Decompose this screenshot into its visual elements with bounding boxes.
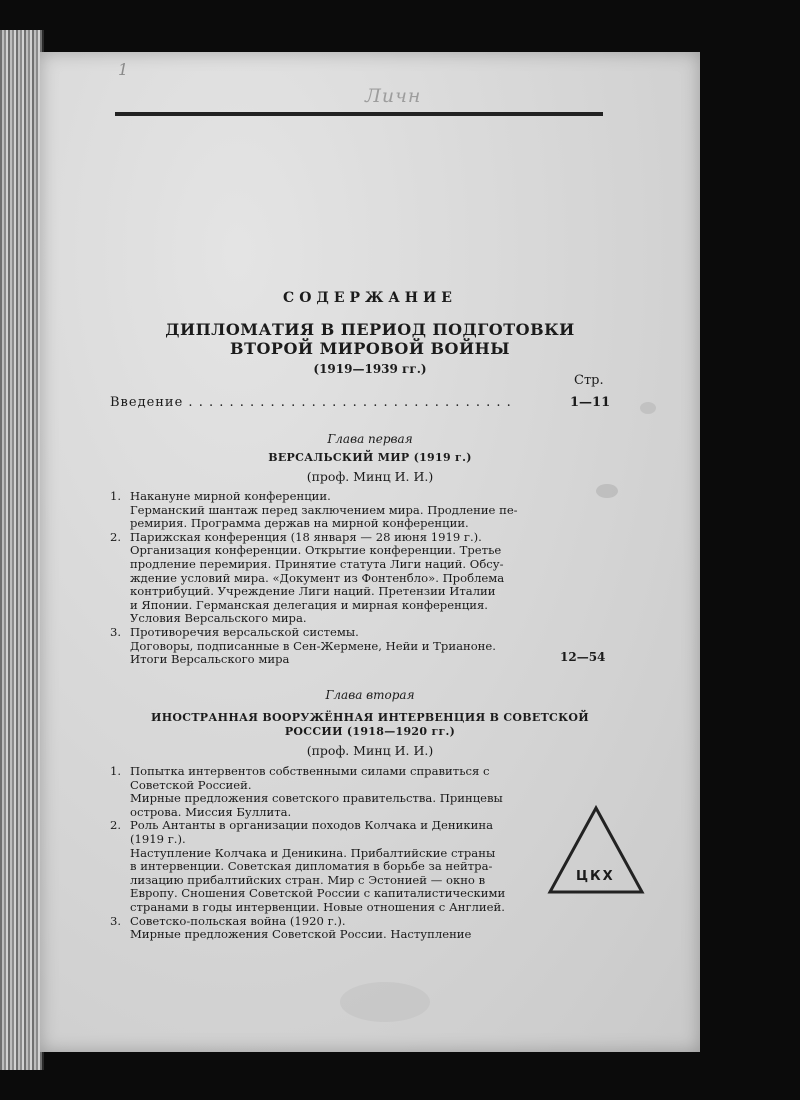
chapter1-title: ВЕРСАЛЬСКИЙ МИР (1919 г.) <box>268 451 472 464</box>
list-item <box>110 490 580 531</box>
chapter2-title-line2: РОССИИ (1918—1920 гг.) <box>284 725 456 738</box>
list-item <box>110 626 580 667</box>
item-line: Накануне мирной конференции. <box>130 489 331 503</box>
item-line: острова. Миссия Буллита. <box>130 804 292 819</box>
item-line: Организация конференции. Открытие конференции. Третье <box>130 543 502 558</box>
book-years: (1919—1939 гг.) <box>313 362 427 376</box>
item-line: лизацию прибалтийских стран. Мир с Эстонией — окно в <box>130 872 486 887</box>
item-line: в интервенции. Советская дипломатия в борьбе за нейтра- <box>130 859 493 874</box>
item-line: ждение условий мира. «Документ из Фонтенбло». Проблема <box>130 570 505 585</box>
item-number: 2. <box>110 818 122 833</box>
item-line: Роль Антанты в организации походов Колчака и Деникина <box>130 818 493 833</box>
paper-stain <box>340 982 430 1022</box>
item-line: Наступление Колчака и Деникина. Прибалтийские страны <box>130 845 496 860</box>
intro-leader-dots: . . . . . . . . . . . . . . . . . . . . . . . . . . . . . . . . <box>183 395 512 410</box>
item-line: Советско-польская война (1920 г.). <box>130 913 346 928</box>
item-line: Советской Россией. <box>130 777 252 792</box>
handwritten-note: Личн <box>365 85 422 107</box>
item-line: и Японии. Германская делегация и мирная конференция. <box>130 597 488 612</box>
intro-entry <box>110 395 540 410</box>
item-number: 3. <box>110 913 122 928</box>
item-line: Мирные предложения советского правительства. Принцевы <box>130 791 503 806</box>
chapter2-author: (проф. Минц И. И.) <box>306 743 434 758</box>
list-item <box>110 819 580 914</box>
ink-smudge <box>596 484 618 498</box>
book-title-line2: ВТОРОЙ МИРОВОЙ ВОЙНЫ <box>230 339 510 358</box>
chapter2-title-line1: ИНОСТРАННАЯ ВООРУЖЁННАЯ ИНТЕРВЕНЦИЯ В СОВЕТСКОЙ <box>151 711 589 724</box>
item-line: Договоры, подписанные в Сен-Жермене, Нейи и Трианоне. <box>130 638 496 653</box>
item-line: Европу. Сношения Советской России с капиталистическими <box>130 886 506 901</box>
item-number: 1. <box>110 489 122 503</box>
list-item <box>110 765 580 819</box>
item-line: ремирия. Программа держав на мирной конференции. <box>130 516 469 531</box>
pencil-page-number: 1 <box>118 60 129 79</box>
item-line: Условия Версальского мира. <box>130 611 307 626</box>
item-line: контрибуций. Учреждение Лиги наций. Претензии Италии <box>130 584 496 599</box>
item-line: Германский шантаж перед заключением мира. Продление пе- <box>130 502 518 517</box>
item-line: (1919 г.). <box>130 831 186 846</box>
contents-heading: СОДЕРЖАНИЕ <box>283 290 457 306</box>
chapter1-list <box>110 490 580 667</box>
book-page <box>40 52 700 1052</box>
chapter2-label: Глава вторая <box>325 688 415 702</box>
chapter1-label: Глава первая <box>327 432 413 446</box>
chapter1-author: (проф. Минц И. И.) <box>306 469 434 484</box>
item-line: продление перемирия. Принятие статута Лиги наций. Обсу- <box>130 556 504 571</box>
library-stamp-text: ЦКХ <box>576 869 615 884</box>
list-item <box>110 531 580 626</box>
intro-pages: 1—11 <box>570 395 611 410</box>
page-column-label: Стр. <box>574 373 604 388</box>
book-title-line1: ДИПЛОМАТИЯ В ПЕРИОД ПОДГОТОВКИ <box>165 320 575 339</box>
item-line: Парижская конференция (18 января — 28 июня 1919 г.). <box>130 529 482 544</box>
item-line: странами в годы интервенции. Новые отношения с Англией. <box>130 899 505 914</box>
chapter1-pages: 12—54 <box>560 650 606 664</box>
intro-label: Введение <box>110 395 184 410</box>
ink-smudge <box>640 402 656 414</box>
book-spine <box>0 30 44 1070</box>
top-rule <box>115 112 603 116</box>
item-number: 3. <box>110 624 122 639</box>
list-item <box>110 915 580 942</box>
item-line: Итоги Версальского мира <box>130 652 290 667</box>
item-number: 1. <box>110 764 122 778</box>
item-line: Противоречия версальской системы. <box>130 624 359 639</box>
item-number: 2. <box>110 529 122 544</box>
item-line: Попытка интервентов собственными силами справиться с <box>130 764 490 778</box>
item-line: Мирные предложения Советской России. Наступление <box>130 927 472 942</box>
chapter2-list <box>110 765 580 942</box>
